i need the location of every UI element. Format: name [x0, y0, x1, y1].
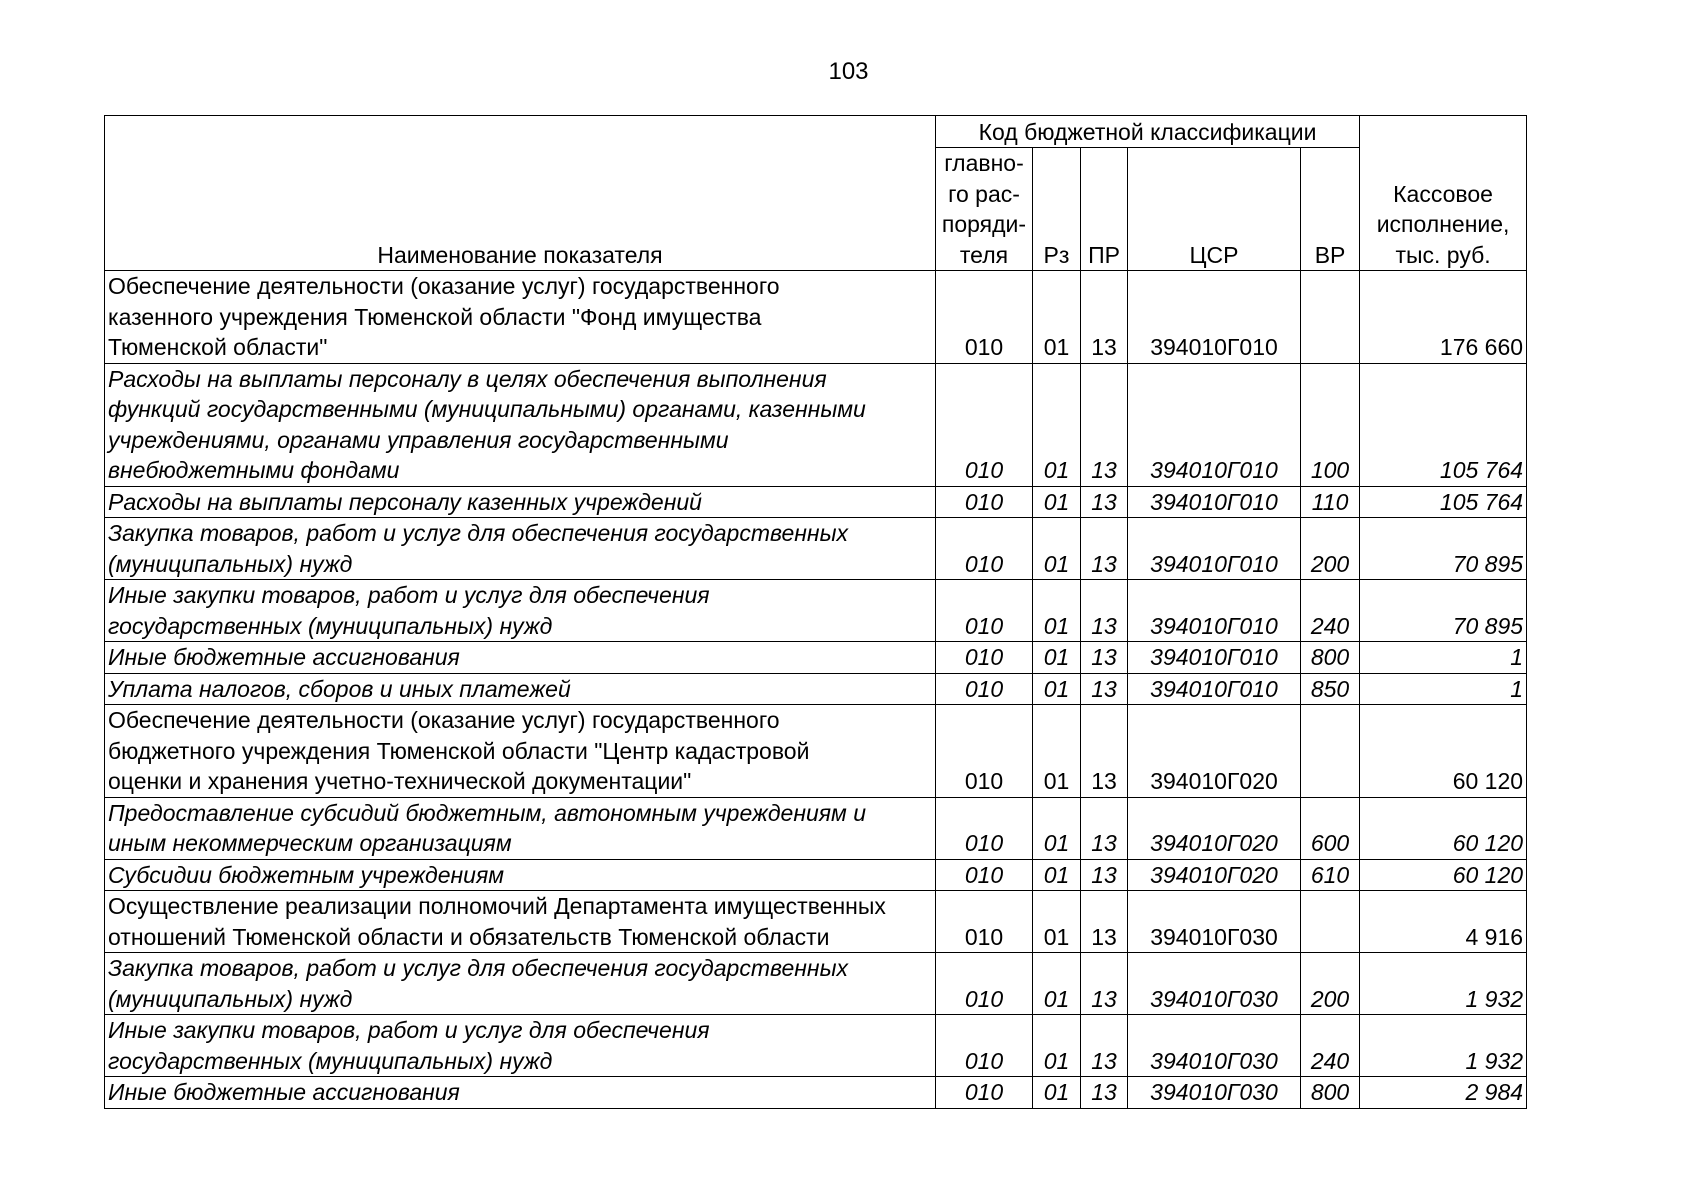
- row-glavny-code: 010: [936, 859, 1033, 891]
- row-glavny-code: 010: [936, 705, 1033, 798]
- row-name: [105, 673, 936, 705]
- row-csr-code: 394010Г010: [1128, 271, 1301, 364]
- row-glavny-code: 010: [936, 797, 1033, 859]
- row-name: [105, 518, 936, 580]
- table-row: [105, 797, 1527, 859]
- row-vr-code: 240: [1301, 1015, 1360, 1077]
- row-name-line: государственных (муниципальных) нужд: [108, 1047, 553, 1074]
- row-glavny-code: 010: [936, 518, 1033, 580]
- table-row: [105, 271, 1527, 364]
- row-amount: 105 764: [1360, 363, 1527, 486]
- row-amount: 105 764: [1360, 486, 1527, 518]
- row-name: [105, 486, 936, 518]
- header-code-group: Код бюджетной классификации: [936, 116, 1360, 148]
- table-row: [105, 1077, 1527, 1109]
- row-glavny-code: 010: [936, 363, 1033, 486]
- row-csr-code: 394010Г010: [1128, 580, 1301, 642]
- table-row: [105, 518, 1527, 580]
- row-rz-code: 01: [1033, 363, 1081, 486]
- row-vr-code: 110: [1301, 486, 1360, 518]
- table-row: [105, 859, 1527, 891]
- row-glavny-code: 010: [936, 580, 1033, 642]
- table-row: [105, 705, 1527, 798]
- header-csr-column: ЦСР: [1128, 148, 1301, 271]
- row-name: [105, 580, 936, 642]
- row-csr-code: 394010Г010: [1128, 673, 1301, 705]
- row-csr-code: 394010Г010: [1128, 363, 1301, 486]
- row-glavny-code: 010: [936, 1015, 1033, 1077]
- row-name-line: Уплата налогов, сборов и иных платежей: [108, 675, 571, 702]
- row-pr-code: 13: [1081, 891, 1128, 953]
- row-name-line: Обеспечение деятельности (оказание услуг) государственного: [108, 273, 780, 299]
- header-glavny-line: поряди-: [941, 211, 1027, 237]
- row-rz-code: 01: [1033, 673, 1081, 705]
- row-glavny-code: 010: [936, 953, 1033, 1015]
- header-kassa-line: Кассовое: [1393, 180, 1493, 207]
- row-name: [105, 1015, 936, 1077]
- row-name-line: отношений Тюменской области и обязательств Тюменской области: [108, 923, 830, 950]
- row-glavny-code: 010: [936, 1077, 1033, 1109]
- row-pr-code: 13: [1081, 953, 1128, 1015]
- row-name: [105, 271, 936, 364]
- page-number: 103: [828, 58, 869, 85]
- row-vr-code: 200: [1301, 953, 1360, 1015]
- row-name-line: Предоставление субсидий бюджетным, автономным учреждениям и: [108, 799, 867, 826]
- row-name-line: бюджетного учреждения Тюменской области "Центр кадастровой: [108, 737, 810, 764]
- row-name-line: казенного учреждения Тюменской области "Фонд имущества: [108, 303, 762, 330]
- row-rz-code: 01: [1033, 642, 1081, 674]
- row-rz-code: 01: [1033, 953, 1081, 1015]
- header-kassa-column: [1360, 116, 1527, 271]
- row-glavny-code: 010: [936, 642, 1033, 674]
- row-csr-code: 394010Г030: [1128, 1077, 1301, 1109]
- row-name: [105, 859, 936, 891]
- row-name-line: Закупка товаров, работ и услуг для обеспечения государственных: [108, 955, 849, 981]
- row-vr-code: [1301, 891, 1360, 953]
- table-row: [105, 642, 1527, 674]
- row-name: [105, 891, 936, 953]
- row-csr-code: 394010Г010: [1128, 518, 1301, 580]
- row-vr-code: 600: [1301, 797, 1360, 859]
- row-vr-code: [1301, 271, 1360, 364]
- row-pr-code: 13: [1081, 486, 1128, 518]
- table-row: [105, 673, 1527, 705]
- row-name: [105, 953, 936, 1015]
- row-rz-code: 01: [1033, 580, 1081, 642]
- table-body: [105, 271, 1527, 1109]
- row-rz-code: 01: [1033, 1015, 1081, 1077]
- row-name-line: функций государственными (муниципальными) органами, казенными: [108, 396, 866, 422]
- row-name: [105, 1077, 936, 1109]
- row-glavny-code: 010: [936, 673, 1033, 705]
- row-vr-code: 800: [1301, 1077, 1360, 1109]
- row-amount: 1: [1360, 642, 1527, 674]
- row-pr-code: 13: [1081, 271, 1128, 364]
- row-name-line: государственных (муниципальных) нужд: [108, 612, 553, 639]
- header-kassa-line: тыс. руб.: [1395, 241, 1491, 268]
- row-amount: 60 120: [1360, 859, 1527, 891]
- row-pr-code: 13: [1081, 363, 1128, 486]
- row-name: [105, 642, 936, 674]
- row-rz-code: 01: [1033, 518, 1081, 580]
- row-amount: 70 895: [1360, 580, 1527, 642]
- table-row: [105, 1015, 1527, 1077]
- row-csr-code: 394010Г030: [1128, 953, 1301, 1015]
- row-amount: 70 895: [1360, 518, 1527, 580]
- row-glavny-code: 010: [936, 486, 1033, 518]
- table-row: [105, 953, 1527, 1015]
- row-glavny-code: 010: [936, 271, 1033, 364]
- budget-table: [104, 115, 1527, 1109]
- row-amount: 60 120: [1360, 705, 1527, 798]
- header-glavny-line: главно-: [944, 150, 1024, 176]
- row-vr-code: 850: [1301, 673, 1360, 705]
- row-rz-code: 01: [1033, 486, 1081, 518]
- row-name-line: Тюменской области": [108, 334, 328, 360]
- row-name-line: (муниципальных) нужд: [108, 985, 353, 1012]
- row-rz-code: 01: [1033, 705, 1081, 798]
- row-rz-code: 01: [1033, 797, 1081, 859]
- row-name-line: Иные закупки товаров, работ и услуг для обеспечения: [108, 1017, 710, 1043]
- row-name-line: оценки и хранения учетно-технической документации": [108, 768, 692, 794]
- row-amount: 4 916: [1360, 891, 1527, 953]
- table-row: [105, 363, 1527, 486]
- row-vr-code: 800: [1301, 642, 1360, 674]
- row-pr-code: 13: [1081, 1015, 1128, 1077]
- row-pr-code: 13: [1081, 580, 1128, 642]
- row-amount: 1 932: [1360, 1015, 1527, 1077]
- row-rz-code: 01: [1033, 859, 1081, 891]
- row-vr-code: 200: [1301, 518, 1360, 580]
- row-vr-code: 240: [1301, 580, 1360, 642]
- header-kassa-line: исполнение,: [1376, 211, 1510, 237]
- row-amount: 2 984: [1360, 1077, 1527, 1109]
- row-glavny-code: 010: [936, 891, 1033, 953]
- row-csr-code: 394010Г010: [1128, 642, 1301, 674]
- header-vr-column: ВР: [1301, 148, 1360, 271]
- table-row: [105, 580, 1527, 642]
- row-csr-code: 394010Г030: [1128, 891, 1301, 953]
- row-pr-code: 13: [1081, 797, 1128, 859]
- row-csr-code: 394010Г020: [1128, 705, 1301, 798]
- row-name-line: Обеспечение деятельности (оказание услуг) государственного: [108, 707, 780, 733]
- header-name-column: Наименование показателя: [105, 116, 936, 271]
- row-vr-code: 100: [1301, 363, 1360, 486]
- row-rz-code: 01: [1033, 271, 1081, 364]
- row-name-line: внебюджетными фондами: [108, 457, 400, 483]
- row-name-line: Расходы на выплаты персоналу казенных учреждений: [108, 488, 702, 515]
- row-pr-code: 13: [1081, 518, 1128, 580]
- row-name-line: Субсидии бюджетным учреждениям: [108, 861, 505, 888]
- row-amount: 1: [1360, 673, 1527, 705]
- row-csr-code: 394010Г020: [1128, 859, 1301, 891]
- row-rz-code: 01: [1033, 1077, 1081, 1109]
- table-row: [105, 891, 1527, 953]
- row-name: [105, 363, 936, 486]
- row-name-line: Осуществление реализации полномочий Департамента имущественных: [108, 893, 886, 919]
- row-name-line: Иные закупки товаров, работ и услуг для обеспечения: [108, 582, 710, 608]
- header-rz-column: Рз: [1033, 148, 1081, 271]
- row-name: [105, 797, 936, 859]
- row-name-line: иным некоммерческим организациям: [108, 830, 512, 856]
- header-glavny-column: [936, 148, 1033, 271]
- table-row: [105, 486, 1527, 518]
- row-amount: 60 120: [1360, 797, 1527, 859]
- row-vr-code: [1301, 705, 1360, 798]
- header-glavny-line: го рас-: [948, 180, 1020, 207]
- row-name-line: Иные бюджетные ассигнования: [108, 1079, 460, 1105]
- row-pr-code: 13: [1081, 673, 1128, 705]
- row-pr-code: 13: [1081, 859, 1128, 891]
- row-name-line: (муниципальных) нужд: [108, 550, 353, 577]
- row-pr-code: 13: [1081, 1077, 1128, 1109]
- row-name-line: Расходы на выплаты персоналу в целях обеспечения выполнения: [108, 365, 827, 392]
- row-vr-code: 610: [1301, 859, 1360, 891]
- row-name-line: Закупка товаров, работ и услуг для обеспечения государственных: [108, 520, 849, 546]
- row-amount: 176 660: [1360, 271, 1527, 364]
- row-name-line: учреждениями, органами управления государственными: [108, 426, 729, 453]
- row-amount: 1 932: [1360, 953, 1527, 1015]
- header-pr-column: ПР: [1081, 148, 1128, 271]
- row-name: [105, 705, 936, 798]
- row-pr-code: 13: [1081, 642, 1128, 674]
- row-csr-code: 394010Г020: [1128, 797, 1301, 859]
- row-rz-code: 01: [1033, 891, 1081, 953]
- row-csr-code: 394010Г030: [1128, 1015, 1301, 1077]
- row-name-line: Иные бюджетные ассигнования: [108, 644, 460, 670]
- row-csr-code: 394010Г010: [1128, 486, 1301, 518]
- row-pr-code: 13: [1081, 705, 1128, 798]
- header-glavny-line: теля: [959, 241, 1009, 268]
